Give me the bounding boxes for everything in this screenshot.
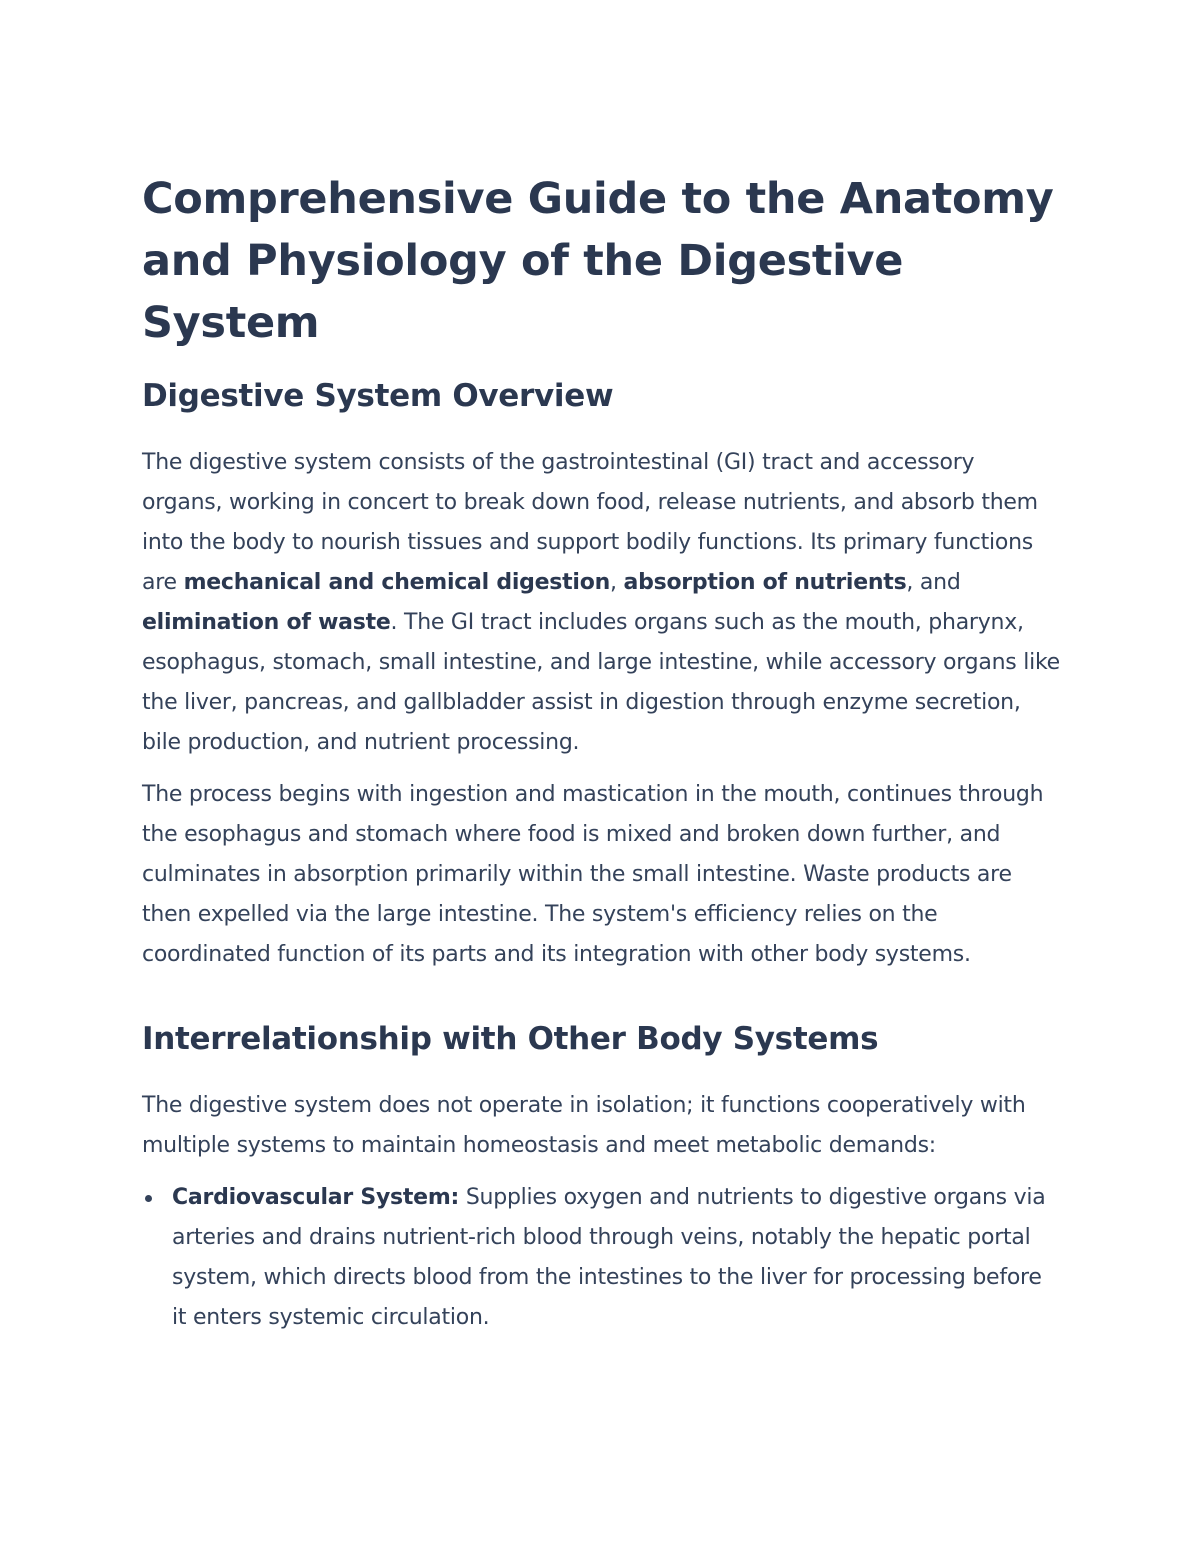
paragraph-text: , bbox=[610, 570, 624, 595]
list-item-label: Cardiovascular System: bbox=[172, 1185, 460, 1210]
overview-paragraph-1 bbox=[142, 443, 1060, 763]
paragraph-text: . The GI tract includes organs such as the mouth, pharynx, esophagus, stomach, small intestine, and large intestine, while accessory organs like the liver, pancreas, and gallbladder assist in digestion through enzyme secretion, bile production, and nutrient processing. bbox=[142, 610, 1060, 755]
page-title: Comprehensive Guide to the Anatomy and Physiology of the Digestive System bbox=[142, 174, 1054, 348]
bullet-icon bbox=[145, 1195, 152, 1202]
bold-term-absorption: absorption of nutrients bbox=[623, 570, 907, 595]
overview-paragraph-2: The process begins with ingestion and mastication in the mouth, continues through the esophagus and stomach where food is mixed and broken down further, and culminates in absorption primarily within the small intestine. Waste products are then expelled via the large intestine. The system's efficiency relies on the coordinated function of its parts and its integration with other body systems. bbox=[142, 782, 1044, 967]
bold-term-elimination: elimination of waste bbox=[142, 610, 391, 635]
paragraph-text: , and bbox=[906, 570, 961, 595]
paragraph-text: The digestive system consists of the gastrointestinal (GI) tract and accessory organs, working in concert to break down food, release nutrients, and absorb them into the body to nourish tissues and support bodily functions. Its primary functions are bbox=[142, 450, 1038, 595]
section-heading-overview: Digestive System Overview bbox=[142, 378, 614, 414]
list-item bbox=[142, 1178, 1060, 1338]
body-systems-list bbox=[142, 1178, 1060, 1338]
bold-term-digestion: mechanical and chemical digestion bbox=[183, 570, 610, 595]
section-heading-interrelationship: Interrelationship with Other Body Systems bbox=[142, 1021, 879, 1057]
list-item-text: Supplies oxygen and nutrients to digestive organs via arteries and drains nutrient-rich blood through veins, notably the hepatic portal system, which directs blood from the intestines to the liver for processing before it enters systemic circulation. bbox=[172, 1185, 1046, 1330]
interrelationship-intro: The digestive system does not operate in isolation; it functions cooperatively with multiple systems to maintain homeostasis and meet metabolic demands: bbox=[142, 1093, 1026, 1158]
